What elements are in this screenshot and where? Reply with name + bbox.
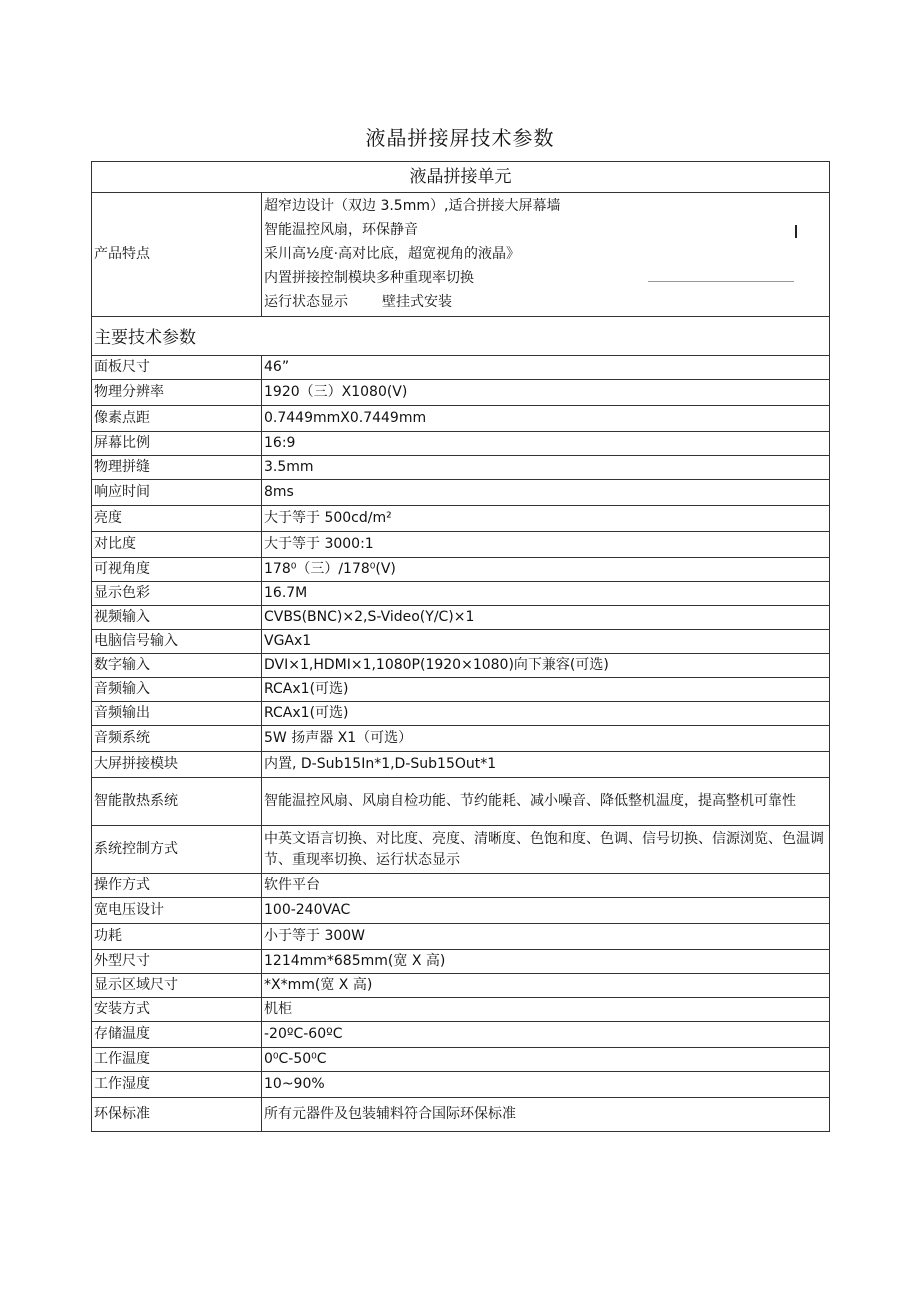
param-value: 1920（三）X1080(V) <box>262 380 830 406</box>
feature-line: 内置拼接控制模块多种重现率切换 <box>264 270 474 286</box>
param-label: 宽电压设计 <box>92 898 262 924</box>
param-label: 像素点距 <box>92 406 262 432</box>
param-value: -20ºC-60ºC <box>262 1022 830 1048</box>
table-row <box>92 654 830 678</box>
param-value: 16.7M <box>262 582 830 606</box>
param-value: 100-240VAC <box>262 898 830 924</box>
section-title: 主要技术参数 <box>92 317 830 356</box>
param-value: 3.5mm <box>262 456 830 480</box>
document-title: 液晶拼接屏技术参数 <box>365 126 555 150</box>
feature-line <box>264 290 827 314</box>
table-row <box>92 898 830 924</box>
param-value: 中英文语言切换、对比度、亮度、清晰度、色饱和度、色调、信号切换、信源浏览、色温调节、重现率切换、运行状态显示 <box>262 826 830 874</box>
feature-wall-mount: 壁挂式安装 <box>382 294 452 310</box>
param-value: 内置, D-Sub15In*1,D-Sub15Out*1 <box>262 752 830 778</box>
table-row <box>92 630 830 654</box>
table-row <box>92 1098 830 1132</box>
feature-line: 智能温控风扇，环保静音 <box>264 222 418 238</box>
param-label: 数字输入 <box>92 654 262 678</box>
param-label: 物理分辨率 <box>92 380 262 406</box>
param-value: RCAx1(可选) <box>262 702 830 726</box>
table-row <box>92 558 830 582</box>
param-value: 1214mm*685mm(宽 X 高) <box>262 950 830 974</box>
table-row <box>92 974 830 998</box>
section-title-row <box>92 317 830 356</box>
param-value: *X*mm(宽 X 高) <box>262 974 830 998</box>
param-label: 功耗 <box>92 924 262 950</box>
table-row <box>92 1022 830 1048</box>
param-label: 显示区域尺寸 <box>92 974 262 998</box>
param-value: 178⁰（三）∕178⁰(V) <box>262 558 830 582</box>
param-label: 工作湿度 <box>92 1072 262 1098</box>
table-row <box>92 456 830 480</box>
unit-title-row <box>92 162 830 193</box>
param-label: 工作温度 <box>92 1048 262 1072</box>
param-label: 环保标准 <box>92 1098 262 1132</box>
table-row <box>92 1048 830 1072</box>
param-label: 大屏拼接模块 <box>92 752 262 778</box>
param-label: 操作方式 <box>92 874 262 898</box>
param-value: 8ms <box>262 480 830 506</box>
table-row <box>92 998 830 1022</box>
features-cell <box>262 193 830 317</box>
param-value: DVI×1,HDMI×1,1080P(1920×1080)向下兼容(可选) <box>262 654 830 678</box>
features-label: 产品特点 <box>92 193 262 317</box>
param-label: 视频输入 <box>92 606 262 630</box>
table-row <box>92 702 830 726</box>
param-value: 大于等于 3000:1 <box>262 532 830 558</box>
param-value: 5W 扬声器 X1（可选） <box>262 726 830 752</box>
param-value: 机柜 <box>262 998 830 1022</box>
param-value: 0.7449mmX0.7449mm <box>262 406 830 432</box>
param-label: 响应时间 <box>92 480 262 506</box>
param-value: 16:9 <box>262 432 830 456</box>
table-row <box>92 506 830 532</box>
table-row <box>92 480 830 506</box>
param-label: 电脑信号输入 <box>92 630 262 654</box>
table-row <box>92 778 830 826</box>
table-row <box>92 582 830 606</box>
param-label: 可视角度 <box>92 558 262 582</box>
table-row <box>92 1072 830 1098</box>
table-row <box>92 432 830 456</box>
stray-line-divider <box>648 281 794 282</box>
param-label: 智能散热系统 <box>92 778 262 826</box>
unit-title: 液晶拼接单元 <box>92 162 830 193</box>
param-value: 小于等于 300W <box>262 924 830 950</box>
param-value: CVBS(BNC)×2,S-Video(Y∕C)×1 <box>262 606 830 630</box>
param-value: 10~90% <box>262 1072 830 1098</box>
param-value: 所有元器件及包装辅料符合国际环保标准 <box>262 1098 830 1132</box>
table-row <box>92 606 830 630</box>
param-value: 智能温控风扇、风扇自检功能、节约能耗、减小噪音、降低整机温度，提高整机可靠性 <box>262 778 830 826</box>
feature-line: 采川高½度·高对比底，超宽视角的液晶》 <box>264 246 521 262</box>
param-label: 物理拼缝 <box>92 456 262 480</box>
param-value: VGAx1 <box>262 630 830 654</box>
param-value: 软件平台 <box>262 874 830 898</box>
table-row <box>92 752 830 778</box>
param-label: 系统控制方式 <box>92 826 262 874</box>
stray-mark <box>795 225 797 238</box>
table-row <box>92 356 830 380</box>
param-label: 显示色彩 <box>92 582 262 606</box>
param-value: 大于等于 500cd∕m² <box>262 506 830 532</box>
param-value: 46” <box>262 356 830 380</box>
param-label: 屏幕比例 <box>92 432 262 456</box>
table-row <box>92 726 830 752</box>
feature-line: 超窄边设计（双边 3.5mm）,适合拼接大屏幕墙 <box>264 198 561 214</box>
param-label: 面板尺寸 <box>92 356 262 380</box>
features-row <box>92 193 830 317</box>
param-label: 音频系统 <box>92 726 262 752</box>
table-row <box>92 678 830 702</box>
param-label: 安装方式 <box>92 998 262 1022</box>
table-row <box>92 950 830 974</box>
param-label: 亮度 <box>92 506 262 532</box>
param-value: RCAx1(可选) <box>262 678 830 702</box>
table-row <box>92 380 830 406</box>
table-row <box>92 532 830 558</box>
param-label: 存储温度 <box>92 1022 262 1048</box>
table-row <box>92 924 830 950</box>
param-value: 0⁰C-50⁰C <box>262 1048 830 1072</box>
param-label: 音频输入 <box>92 678 262 702</box>
param-label: 外型尺寸 <box>92 950 262 974</box>
feature-status-display: 运行状态显示 <box>264 294 348 310</box>
param-label: 音频输出 <box>92 702 262 726</box>
table-row <box>92 826 830 874</box>
table-row <box>92 406 830 432</box>
table-row <box>92 874 830 898</box>
spec-table <box>91 161 830 1132</box>
param-label: 对比度 <box>92 532 262 558</box>
